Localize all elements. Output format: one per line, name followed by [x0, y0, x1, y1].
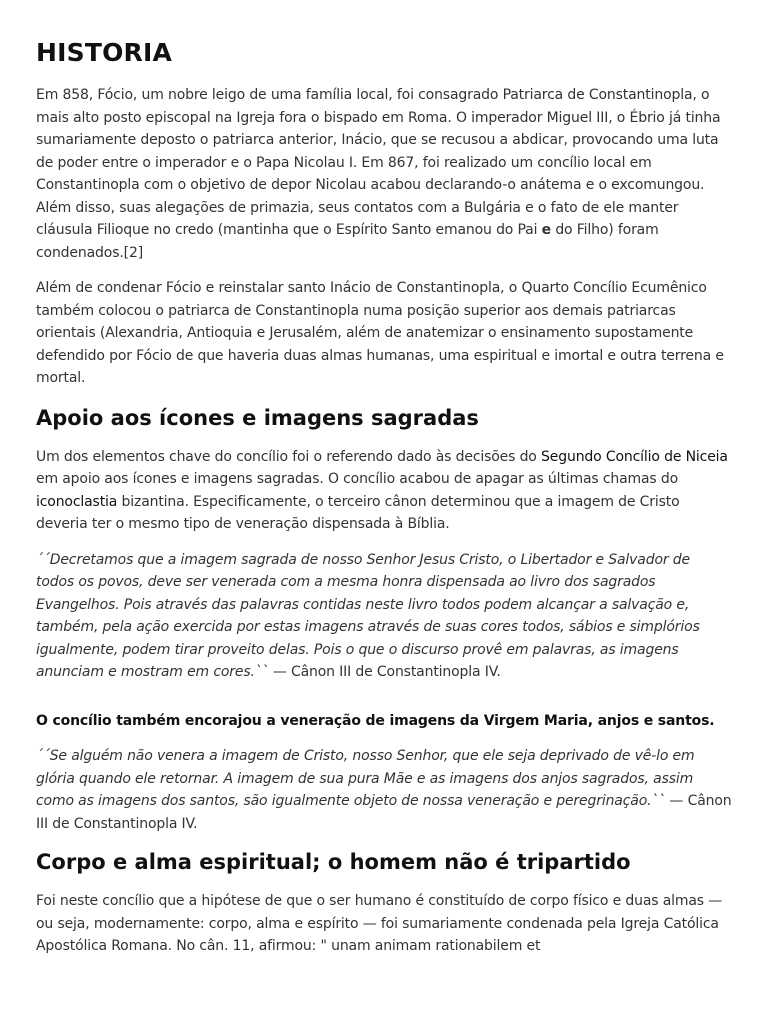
- paragraph-icons-text-a: Um dos elementos chave do concílio foi o referendo dado às decisões do: [36, 448, 542, 465]
- quote-canon-one-source: — Cânon III de Constantinopla IV.: [268, 664, 501, 680]
- paragraph-icons: [36, 446, 732, 536]
- quote-canon-two: [36, 745, 732, 835]
- section-heading-icons: Apoio aos ícones e imagens sagradas: [36, 405, 479, 430]
- paragraph-icons-text-c: bizantina. Especificamente, o terceiro cânon determinou que a imagem de Cristo deveria ter o mesmo tipo de veneração dispensada à Bíblia.: [36, 493, 680, 532]
- paragraph-photius-text-a: Em 858, Fócio, um nobre leigo de uma família local, foi consagrado Patriarca de Constantinopla, o mais alto posto episcopal na Igreja fora o bispado em Roma. O imperador Miguel III, o Ébrio já tinha sumariamente deposto o patriarca anterior, Inácio, que se recusou a abdicar, provocando uma luta de poder entre o imperador e o Papa Nicolau I. Em 867, foi realizado um concílio local em Constantinopla com o objetivo de depor Nicolau acabou declarando-o anátema e o excomungou. Além disso, suas alegações de primazia, seus contatos com a Bulgária e o fato de ele manter cláusula Filioque no credo (mantinha que o Espírito Santo emanou do Pai: [36, 87, 721, 238]
- quote-canon-two-source: — Cânon III de Constantinopla IV.: [36, 793, 732, 832]
- paragraph-icons-text-b: em apoio aos ícones e imagens sagradas. O concílio acabou de apagar as últimas chamas do: [36, 471, 679, 487]
- quote-canon-two-text: ´´Se alguém não venera a imagem de Cristo, nosso Senhor, que ele seja deprivado de vê-lo em glória quando ele retornar. A imagem de sua pura Mãe e as imagens dos anjos sagrados, assim como as imagens dos santos, são igualmente objeto de nossa veneração e peregrinação.``: [36, 748, 695, 809]
- section-heading-body-soul: Corpo e alma espiritual; o homem não é tripartido: [36, 850, 631, 874]
- paragraph-photius-bold: e: [541, 222, 552, 238]
- paragraph-body-soul: Foi neste concílio que a hipótese de que o ser humano é constituído de corpo físico e duas almas — ou seja, modernamente: corpo, alma e espírito — foi sumariamente condenada pela Igreja Católica Apostólica Romana. No cân. 11, afirmou: " unam animam rationabilem et: [36, 893, 723, 954]
- quote-canon-one-text: ´´Decretamos que a imagem sagrada de nosso Senhor Jesus Cristo, o Libertador e Salvador de todos os povos, deve ser venerada com a mesma honra dispensada ao livro dos sagrados Evangelhos. Pois através das palavras contidas neste livro todos podem alcançar a salvação e, também, pela ação exercida por estas imagens através de suas cores todos, sábios e simplórios igualmente, podem tirar proveito delas. Pois o que o discurso provê em palavras, as imagens anunciam e mostram em cores.``: [36, 551, 700, 680]
- paragraph-photius: [36, 84, 732, 264]
- bold-statement: O concílio também encorajou a veneração de imagens da Virgem Maria, anjos e santos.: [36, 712, 715, 729]
- paragraph-council: Além de condenar Fócio e reinstalar santo Inácio de Constantinopla, o Quarto Concílio Ecumênico também colocou o patriarca de Constantinopla numa posição superior aos demais patriarcas orientais (Alexandria, Antioquia e Jerusalém, além de anatemizar o ensinamento supostamente defendido por Fócio de que haveria duas almas humanas, uma espiritual e imortal e outra terrena e mortal.: [36, 280, 724, 386]
- link-second-council-nicaea[interactable]: Segundo Concílio de Niceia: [541, 448, 728, 465]
- paragraph-photius-text-b: do Filho) foram condenados.[2]: [36, 222, 659, 261]
- quote-canon-one: [36, 549, 732, 684]
- page-title: HISTORIA: [36, 38, 173, 67]
- link-iconoclasm[interactable]: iconoclastia: [36, 493, 118, 510]
